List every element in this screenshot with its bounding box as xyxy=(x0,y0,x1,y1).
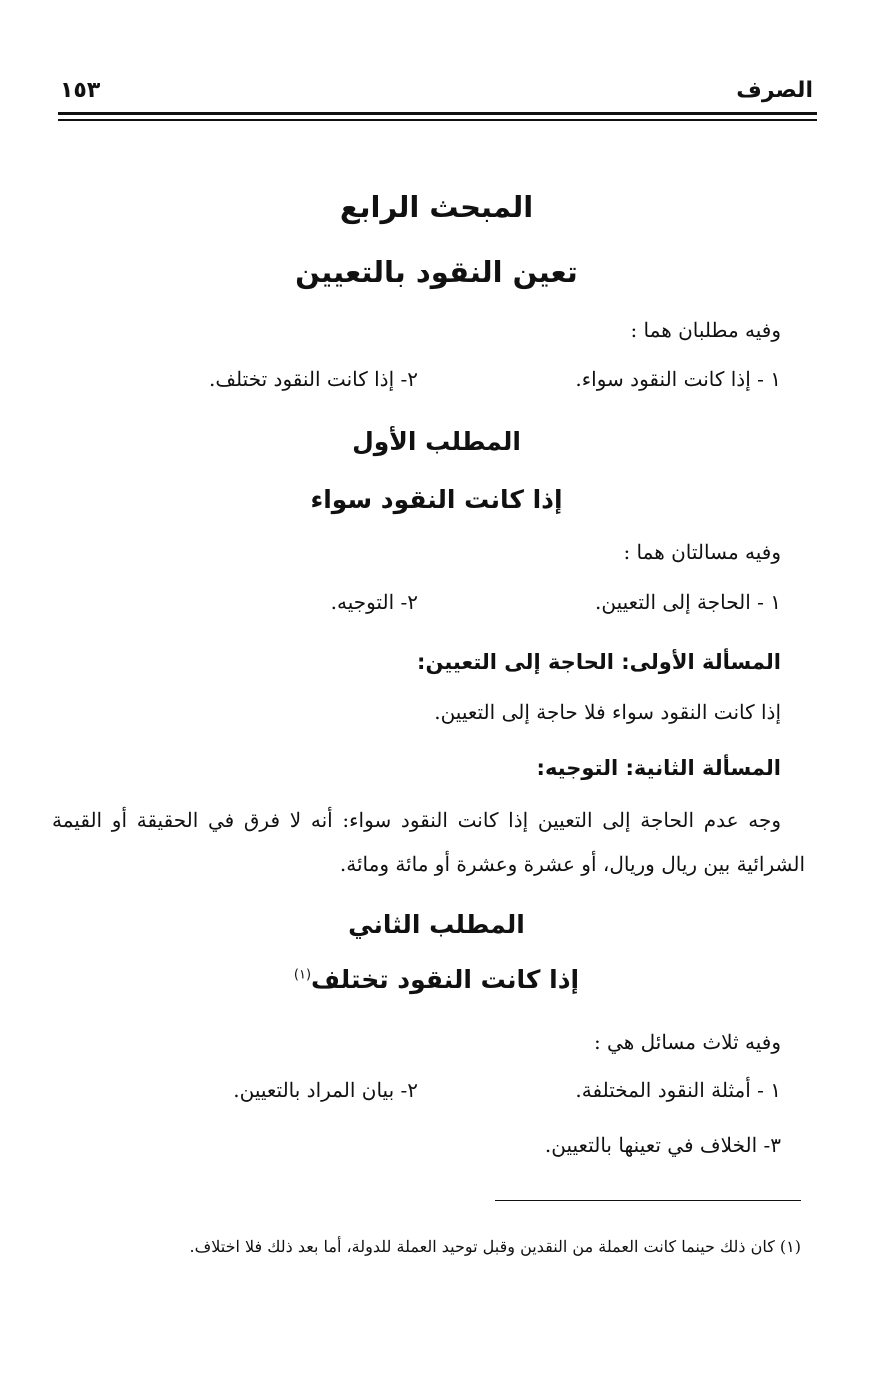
header-rule-secondary xyxy=(58,119,817,121)
first-demand-item-1: ١ - الحاجة إلى التعيين. xyxy=(595,590,781,614)
footnote: (١) كان ذلك حينما كانت العملة من النقدين وقبل توحيد العملة للدولة، أما بعد ذلك فلا اختلاف. xyxy=(189,1237,801,1256)
second-demand-item-1: ١ - أمثلة النقود المختلفة. xyxy=(575,1078,781,1102)
first-demand-title: إذا كانت النقود سواء xyxy=(310,485,563,514)
first-demand-intro: وفيه مسالتان هما : xyxy=(623,540,781,564)
second-demand-intro: وفيه ثلاث مسائل هي : xyxy=(593,1030,781,1054)
second-demand-item-3: ٣- الخلاف في تعينها بالتعيين. xyxy=(544,1133,781,1157)
second-demand-item-2: ٢- بيان المراد بالتعيين. xyxy=(233,1078,418,1102)
issue-2-title: المسألة الثانية: التوجيه: xyxy=(536,756,781,780)
running-header xyxy=(60,78,813,108)
second-demand-title-wrap xyxy=(0,965,873,994)
intro-item-1: ١ - إذا كانت النقود سواء. xyxy=(575,367,781,391)
section-name: الصرف xyxy=(736,78,813,103)
header-rule xyxy=(58,112,817,115)
issue-1-title: المسألة الأولى: الحاجة إلى التعيين: xyxy=(417,650,781,674)
chapter-heading: المبحث الرابع xyxy=(339,190,534,224)
second-demand-heading: المطلب الثاني xyxy=(348,910,525,939)
issue-2-text: وجه عدم الحاجة إلى التعيين إذا كانت النقود سواء: أنه لا فرق في الحقيقة أو القيمة الشرائية بين ريال وريال، أو عشرة وعشرة أو مائة ومائة. xyxy=(52,808,805,876)
first-demand-item-2: ٢- التوجيه. xyxy=(330,590,418,614)
second-demand-title: إذا كانت النقود تختلف xyxy=(311,965,580,994)
first-demand-heading: المطلب الأول xyxy=(352,427,521,456)
intro-item-2: ٢- إذا كانت النقود تختلف. xyxy=(208,367,418,391)
chapter-title: تعين النقود بالتعيين xyxy=(295,255,578,289)
page-number: ١٥٣ xyxy=(60,78,101,103)
footnote-reference[interactable]: (١) xyxy=(293,967,312,983)
intro-text: وفيه مطلبان هما : xyxy=(630,318,781,342)
issue-1-text: إذا كانت النقود سواء فلا حاجة إلى التعيين. xyxy=(434,700,781,724)
footnote-separator xyxy=(495,1200,801,1201)
